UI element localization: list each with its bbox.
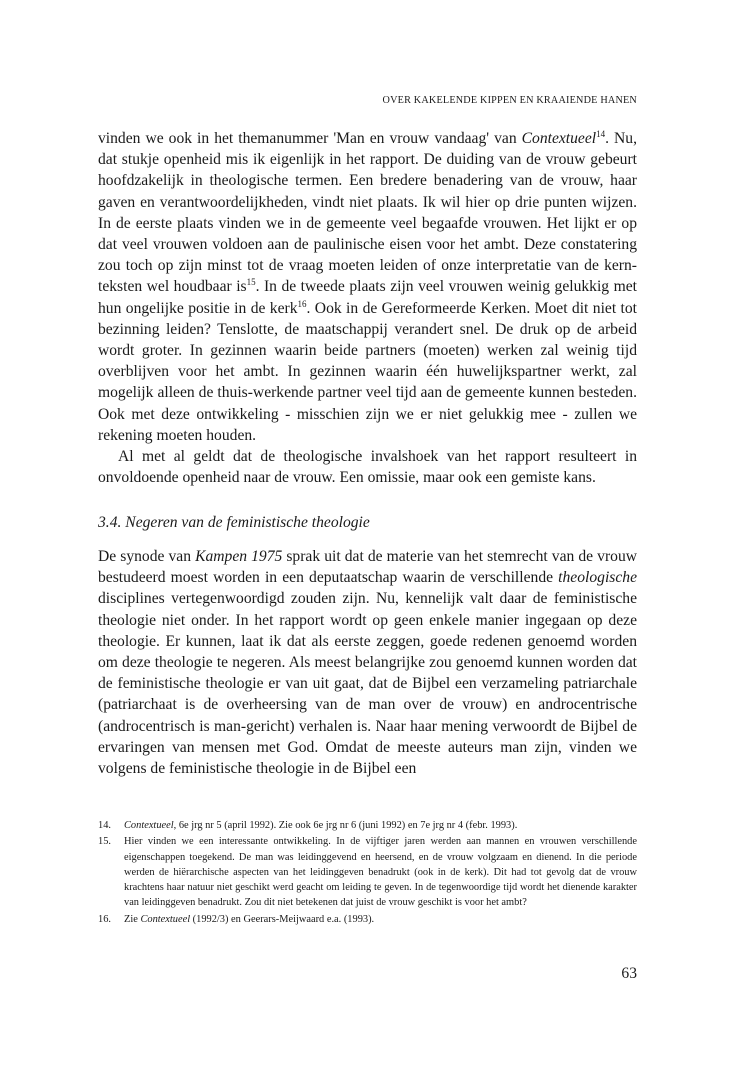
footnote-text: Hier vinden we een interessante ontwikkeling. In de vijftiger jaren werden aan mannen en vrouwen verschillende eigenschappen toegekend. De man was leidinggevend en heersend, en de vrouw volgzaam en dienend. In die periode werden de hiërarchische aspecten van het leidinggeven benadrukt (ook in de kerk). Dit had tot gevolg dat de vrouw krachtens haar natuur niet geschikt werd geacht om leiding te geven. In de tegenwoordige tijd wordt het dienende karakter van leidinggeven benadrukt. Zou dit niet betekenen dat juist de vrouw geschikt is voor het ambt?	[124, 836, 637, 909]
footnote-ref-16: 16	[297, 298, 307, 309]
p1-italic-contextueel: Contextueel	[521, 130, 597, 147]
paragraph-3	[98, 546, 637, 779]
p1-text-4: . Ook in de Gereformeerde Kerken. Moet dit niet tot bezinning leiden? Tenslotte, de maatschappij verandert snel. De druk op de arbeid wordt groter. In gezinnen waarin beide partners (moeten) werken zal weinig tijd overblijven voor het ambt. In gezinnen waarin één huwelijkspartner werkt, zal mogelijk alleen de thuis-werkende partner veel tijd aan de gemeente kunnen besteden. Ook met deze ontwikkeling - misschien zijn we er niet gelukkig mee - zullen we rekening moeten houden.	[98, 299, 638, 444]
footnote-16	[98, 912, 637, 927]
p3-text-2: sprak uit dat de materie van het stemrecht van de vrouw bestudeerd moest worden in een deputaatschap waarin de verschillende	[98, 548, 637, 587]
p1-text-3: . In de tweede plaats zijn veel vrouwen weinig gelukkig met hun ongelijke positie in de kerk	[98, 278, 637, 317]
p3-italic-kampen: Kampen 1975	[195, 548, 283, 565]
body-text-top	[98, 128, 637, 488]
fn16-italic: Contextueel	[140, 913, 191, 925]
paragraph-2: Al met al geldt dat de theologische invalshoek van het rapport resulteert in onvoldoende openheid naar de vrouw. Een omissie, maar ook een gemiste kans.	[98, 448, 637, 487]
footnote-15	[98, 834, 637, 910]
p3-italic-theologische: theologische	[558, 569, 637, 587]
page-number: 63	[621, 965, 637, 982]
fn16-text-2: (1992/3) en Geerars-Meijwaard e.a. (1993).	[190, 913, 375, 925]
p1-text-1: vinden we ook in het themanummer 'Man en vrouw vandaag' van	[98, 130, 522, 147]
footnote-text	[124, 818, 637, 833]
footnote-number: 15.	[98, 836, 111, 848]
fn14-italic: Contextueel	[124, 820, 174, 831]
footnote-ref-15: 15	[246, 277, 256, 288]
fn16-text-1: Zie	[124, 913, 141, 925]
section-heading: 3.4. Negeren van de feministische theologie	[98, 514, 370, 531]
fn14-text: , 6e jrg nr 5 (april 1992). Zie ook 6e jrg nr 6 (juni 1992) en 7e jrg nr 4 (febr. 1993).	[173, 820, 518, 831]
footnotes	[98, 818, 637, 928]
p1-text-2: . Nu, dat stukje openheid mis ik eigenlijk in het rapport. De duiding van de vrouw gebeurt hoofdzakelijk in theologische termen. Een bredere benadering van de vrouw, haar gaven en verantwoordelijkheden, vindt niet plaats. Ik wil hier op drie punten wijzen. In de eerste plaats vinden we in de gemeente veel begaafde vrouwen. Het lijkt er op dat veel vrouwen voldoen aan de paulinische eisen voor het ambt. Deze constatering zou toch op zijn minst tot de vraag moeten leiden of onze interpretatie van de kernteksten wel houdbaar is	[98, 130, 637, 296]
p3-text-3: disciplines vertegenwoordigd zouden zijn. Nu, kennelijk valt daar de feministische theologie niet onder. In het rapport wordt op geen enkele manier ingegaan op deze theologie. Er kunnen, laat ik dat als eerste zeggen, goede redenen genoemd worden om deze theologie te negeren. Als meest belangrijke zou genoemd kunnen worden dat de feministische theologie er van uit gaat, dat de Bijbel een verzameling patriarchale (patriarchaat is de overheersing van de man over de vrouw) en androcentrische (androcentrisch is man-gericht) verhalen is. Naar haar mening verwoordt de Bijbel de ervaringen van mensen met God. Omdat de meeste auteurs man zijn, vinden we volgens de feministische theologie in de Bijbel een	[98, 590, 637, 778]
footnote-14	[98, 818, 637, 833]
footnote-number: 14.	[98, 820, 111, 831]
paragraph-1	[98, 128, 637, 446]
body-text-section	[98, 546, 637, 779]
footnote-ref-14: 14	[596, 129, 606, 139]
footnote-number: 16.	[98, 913, 111, 925]
running-head: OVER KAKELENDE KIPPEN EN KRAAIENDE HANEN	[382, 95, 637, 106]
p3-text-1: De synode van	[98, 548, 196, 565]
footnote-text	[124, 912, 637, 927]
